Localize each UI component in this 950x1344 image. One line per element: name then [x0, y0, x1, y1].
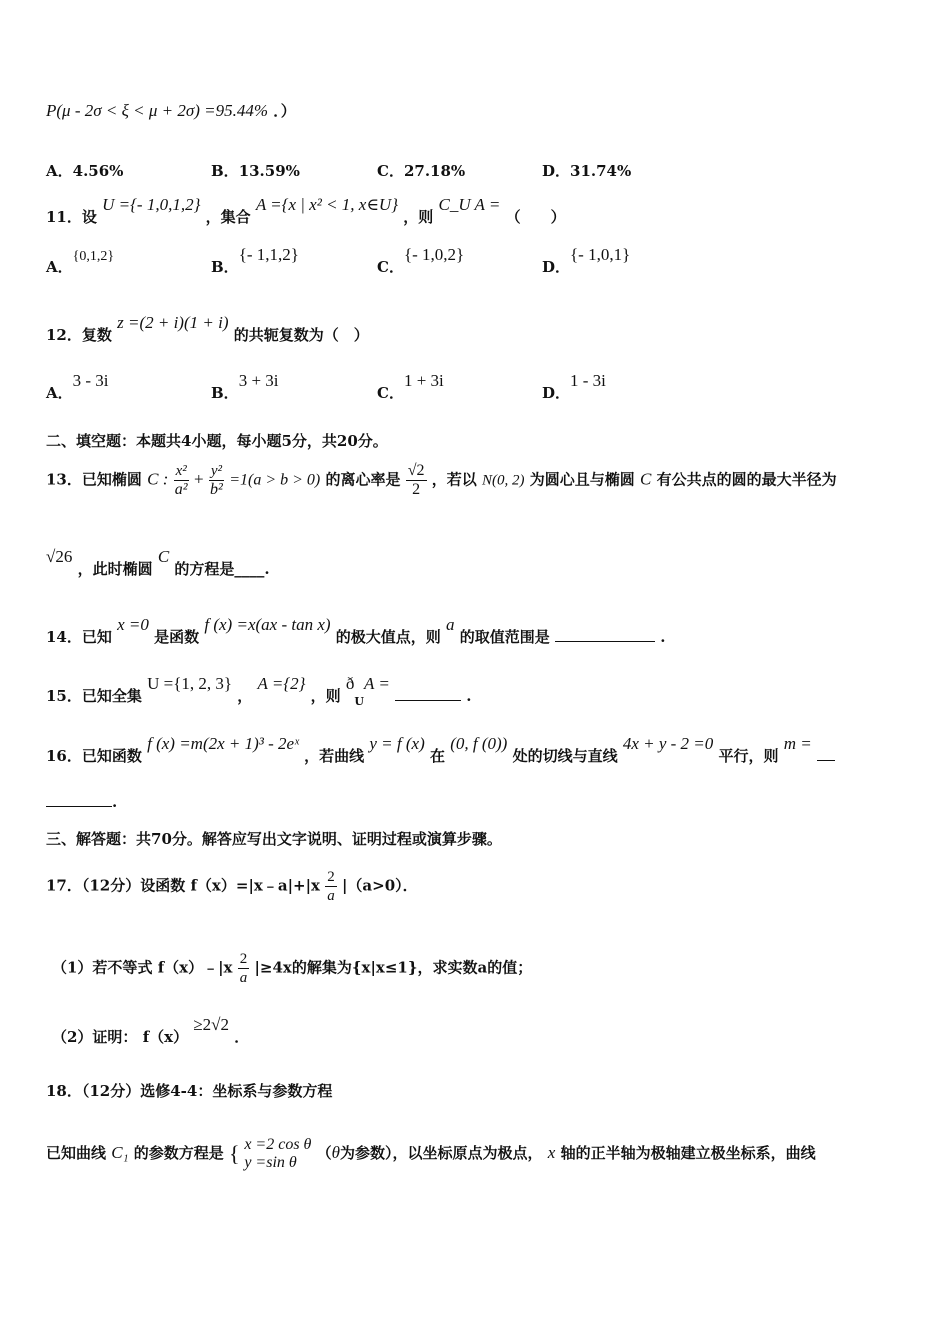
q10-tail: ．） [273, 102, 296, 120]
q11-a-set: A ={x | x² < 1, x∈U} [255, 195, 398, 214]
q14-stem: 14．已知 x =0 是函数 f (x) =x(ax - tan x) 的极大值点，则 a 的取值范围是 . [46, 615, 666, 646]
q10-option-b: B．13.59% [211, 162, 300, 180]
q13-answer-blank: 的方程是____. [174, 560, 270, 578]
q12-formula: z =(2 + i)(1 + i) [117, 313, 229, 332]
q11-option-a: A．{0,1,2} [46, 249, 115, 276]
q13-radius: √26 [46, 547, 73, 566]
q15-set-a: A ={2} [257, 674, 306, 693]
q17-part2: （2）证明： f（x） ≥2√2 ． [52, 1015, 250, 1046]
q15-universal-set: U ={1, 2, 3} [147, 674, 233, 693]
q18-eq-y: y =sin θ [244, 1154, 297, 1171]
q14-answer-blank [555, 641, 655, 642]
q15-answer-blank [395, 700, 461, 701]
q14-function: f (x) =x(ax - tan x) [204, 615, 331, 634]
q16-answer-blank-b [46, 806, 112, 807]
q18-stem: 已知曲线 C₁ 的参数方程是 { x =2 cos θ y =sin θ （θ为参数），以坐标原点为极点， x 轴的正半轴为极轴建立极坐标系，曲线 [46, 1136, 816, 1171]
q10-formula-line [46, 100, 296, 121]
section-2-heading: 二、填空题：本题共4小题，每小题5分，共20分。 [46, 432, 388, 450]
q13-stem-cont: √26 ，此时椭圆 C 的方程是____. [46, 547, 270, 578]
q10-option-a: A．4.56% [46, 162, 124, 180]
q13-stem: 13．已知椭圆 C : $\frac{\text{x²}}{\text{a²}}$ + $\frac{\text{y²}}{\text{b²}}$ =1(a > b > 0) 的离心率是 $\frac{√2}{2}$ ，若以 N(0, 2) 为圆心且与椭圆 C 有公共点的圆的最大半径为 [46, 462, 837, 498]
q12-option-d: D．1 - 3i [542, 371, 606, 402]
q11-option-d: D．{- 1,0,1} [542, 245, 631, 276]
q11-u-set: U ={- 1,0,1,2} [102, 195, 201, 214]
q17-part1: （1）若不等式 f（x）﹣|x $\frac{2}{a}$ |≥4x的解集为{x|x≤1}，求实数a的值； [52, 951, 533, 986]
q13-eccentricity-num: √2 [407, 462, 425, 479]
q10-option-d: D．31.74% [542, 162, 632, 180]
q12-stem: 12．复数 z =(2 + i)(1 + i) 的共轭复数为（ ） [46, 313, 369, 344]
q16-answer-blank-a [817, 760, 835, 761]
q16-line: 4x + y - 2 =0 [622, 734, 714, 753]
q13-point-n: N(0, 2) [482, 472, 525, 489]
q18-eq-x: x =2 cos θ [244, 1136, 312, 1153]
q16-stem: 16．已知函数 f (x) =m(2x + 1)³ - 2eˣ ，若曲线 y = f (x) 在 (0, f (0)) 处的切线与直线 4x + y - 2 =0 平行，则 m = [46, 745, 835, 766]
q11-option-b: B．{- 1,1,2} [211, 245, 299, 276]
q16-function: f (x) =m(2x + 1)³ - 2eˣ [147, 734, 299, 753]
section-3-heading: 三、解答题：共70分。解答应写出文字说明、证明过程或演算步骤。 [46, 830, 502, 848]
q10-option-c: C．27.18% [377, 162, 466, 180]
q17-stem: 17．（12分）设函数 f（x）=|x﹣a|+|x $\frac{2}{a}$ |（a>0）． [46, 869, 418, 904]
q11-complement: C_U A = [438, 195, 501, 214]
q11-stem: 11．设 U ={- 1,0,1,2} ，集合 A ={x | x² < 1, x∈U} ，则 C_U A = （ ） [46, 195, 566, 226]
q15-stem: 15．已知全集 U ={1, 2, 3} ， A ={2} ，则 $ð_UA$ = . [46, 674, 472, 708]
q12-option-a: A．3 - 3i [46, 371, 109, 402]
q16-stem-cont: . [46, 793, 117, 811]
q18-heading: 18．（12分）选修4-4：坐标系与参数方程 [46, 1082, 333, 1100]
q12-option-b: B．3 + 3i [211, 371, 279, 402]
q10-formula: P(μ - 2σ < ξ < μ + 2σ) =95.44% [46, 101, 269, 120]
q11-option-c: C．{- 1,0,2} [377, 245, 465, 276]
q12-option-c: C．1 + 3i [377, 371, 444, 402]
